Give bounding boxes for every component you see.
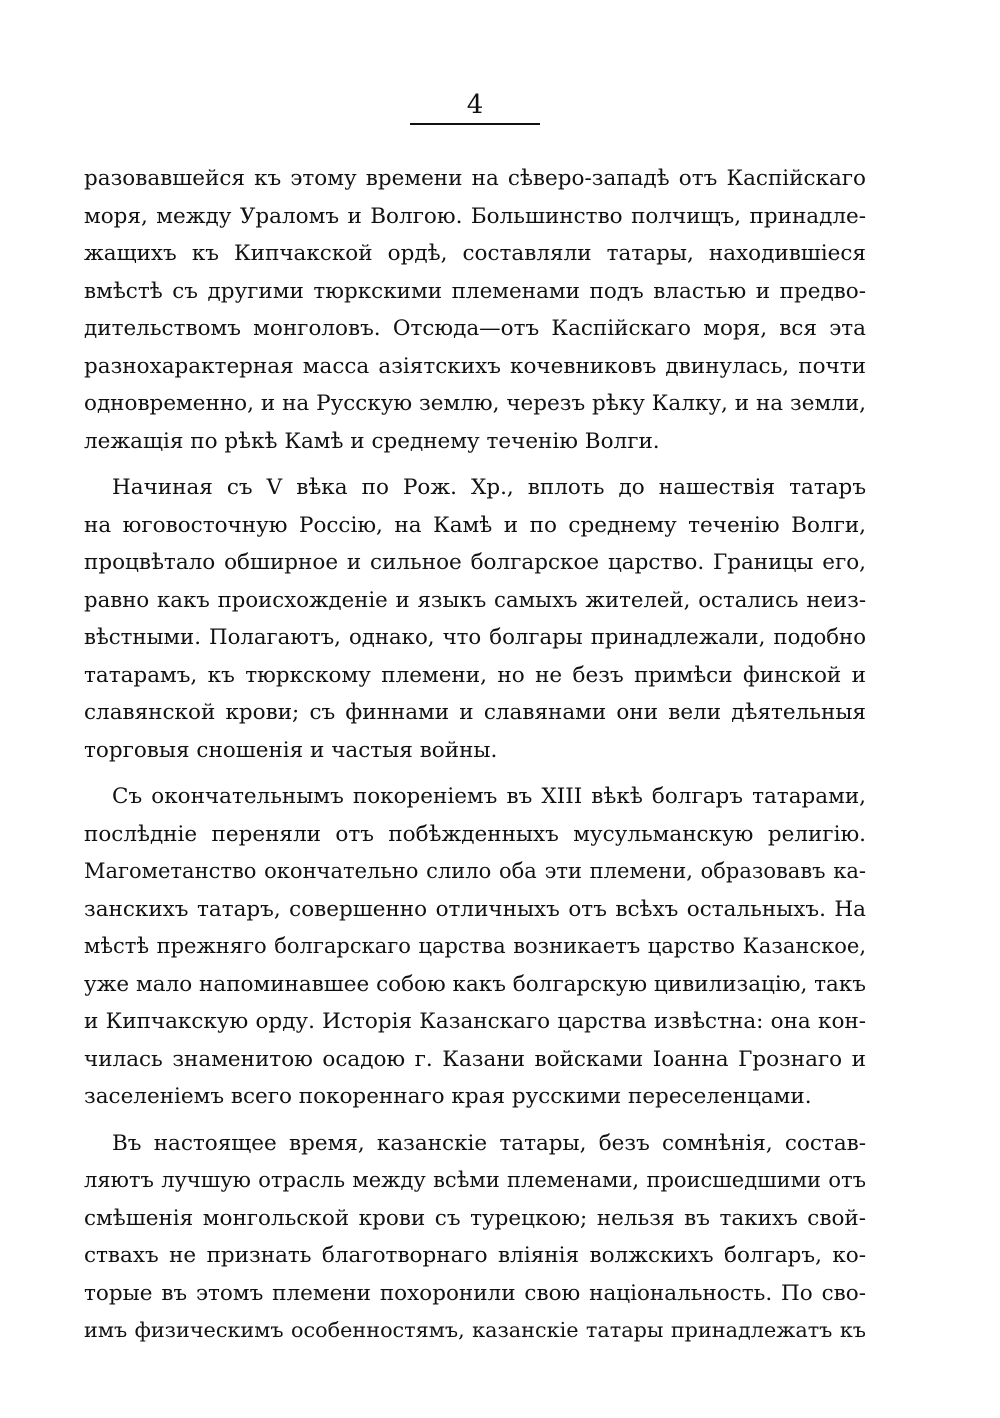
text-line: моря, между Ураломъ и Волгою. Большинство полчищъ, принадле-	[84, 203, 866, 229]
text-line: Магометанство окончательно слило оба эти племени, образовавъ ка-	[84, 859, 866, 883]
text-line: чилась знаменитою осадою г. Казани войсками Іоанна Грознаго и	[84, 1046, 866, 1072]
text-line: мѣстѣ прежняго болгарскаго царства возникаетъ царство Казанское,	[84, 934, 866, 958]
text-line: ляютъ лучшую отрасль между всѣми племенами, происшедшими отъ	[84, 1168, 866, 1192]
text-line: разовавшейся къ этому времени на сѣверо-западѣ отъ Каспійскаго	[84, 166, 866, 191]
text-line: торые въ этомъ племени похоронили свою національность. По сво-	[84, 1280, 866, 1306]
text-line: разнохарактерная масса азіятскихъ кочевниковъ двинулась, почти	[84, 353, 866, 379]
text-line: равно какъ происхожденіе и языкъ самыхъ жителей, остались неиз-	[84, 587, 866, 613]
text-line: вѣстными. Полагаютъ, однако, что болгары принадлежали, подобно	[84, 625, 866, 650]
text-line: на юговосточную Россію, на Камѣ и по среднему теченію Волги,	[84, 512, 866, 538]
text-line: вмѣстѣ съ другими тюркскими племенами подъ властью и предво-	[84, 278, 866, 304]
text-line: Въ настоящее время, казанскіе татары, безъ сомнѣнія, состав-	[112, 1130, 866, 1156]
text-line: смѣшенія монгольской крови съ турецкою; нельзя въ такихъ свой-	[84, 1205, 866, 1231]
text-line: послѣдніе переняли отъ побѣжденныхъ мусульманскую религію.	[84, 821, 866, 847]
text-line: ствахъ не признать благотворнаго вліянія волжскихъ болгаръ, ко-	[84, 1243, 866, 1268]
text-line: имъ физическимъ особенностямъ, казанскіе татары принадлежатъ къ	[84, 1318, 866, 1342]
paragraph-1	[84, 160, 866, 460]
text-line: дительствомъ монголовъ. Отсюда—отъ Каспійскаго моря, вся эта	[84, 316, 866, 341]
text-line: занскихъ татаръ, совершенно отличныхъ отъ всѣхъ остальныхъ. На	[84, 896, 866, 922]
text-line: уже мало напоминавшее собою какъ болгарскую цивилизацію, такъ	[84, 971, 866, 997]
paragraph-3	[84, 778, 866, 1116]
header-rule	[410, 123, 540, 125]
text-line: славянской крови; съ финнами и славянами они вели дѣятельныя	[84, 700, 866, 725]
paragraph-4	[84, 1125, 866, 1350]
text-line: и Кипчакскую орду. Исторія Казанскаго царства извѣстна: она кон-	[84, 1009, 866, 1034]
text-line: жащихъ къ Кипчакской ордѣ, составляли татары, находившіеся	[84, 241, 866, 266]
text-line: Съ окончательнымъ покореніемъ въ XIII вѣкѣ болгаръ татарами,	[112, 784, 866, 809]
text-line: одновременно, и на Русскую землю, черезъ рѣку Калку, и на земли,	[84, 391, 866, 416]
text-line: торговыя сношенія и частыя войны.	[84, 737, 498, 763]
page-number: 4	[466, 90, 484, 120]
text-line: Начиная съ V вѣка по Рож. Хр., вплоть до нашествія татаръ	[112, 475, 866, 500]
text-line: заселеніемъ всего покореннаго края русскими переселенцами.	[84, 1084, 812, 1109]
text-line: лежащія по рѣкѣ Камѣ и среднему теченію Волги.	[84, 428, 660, 454]
text-line: татарамъ, къ тюркскому племени, но не безъ примѣси финской и	[84, 662, 866, 688]
paragraph-2	[84, 469, 866, 769]
text-line: процвѣтало обширное и сильное болгарское царство. Границы его,	[84, 550, 866, 575]
text-body	[84, 160, 866, 1359]
